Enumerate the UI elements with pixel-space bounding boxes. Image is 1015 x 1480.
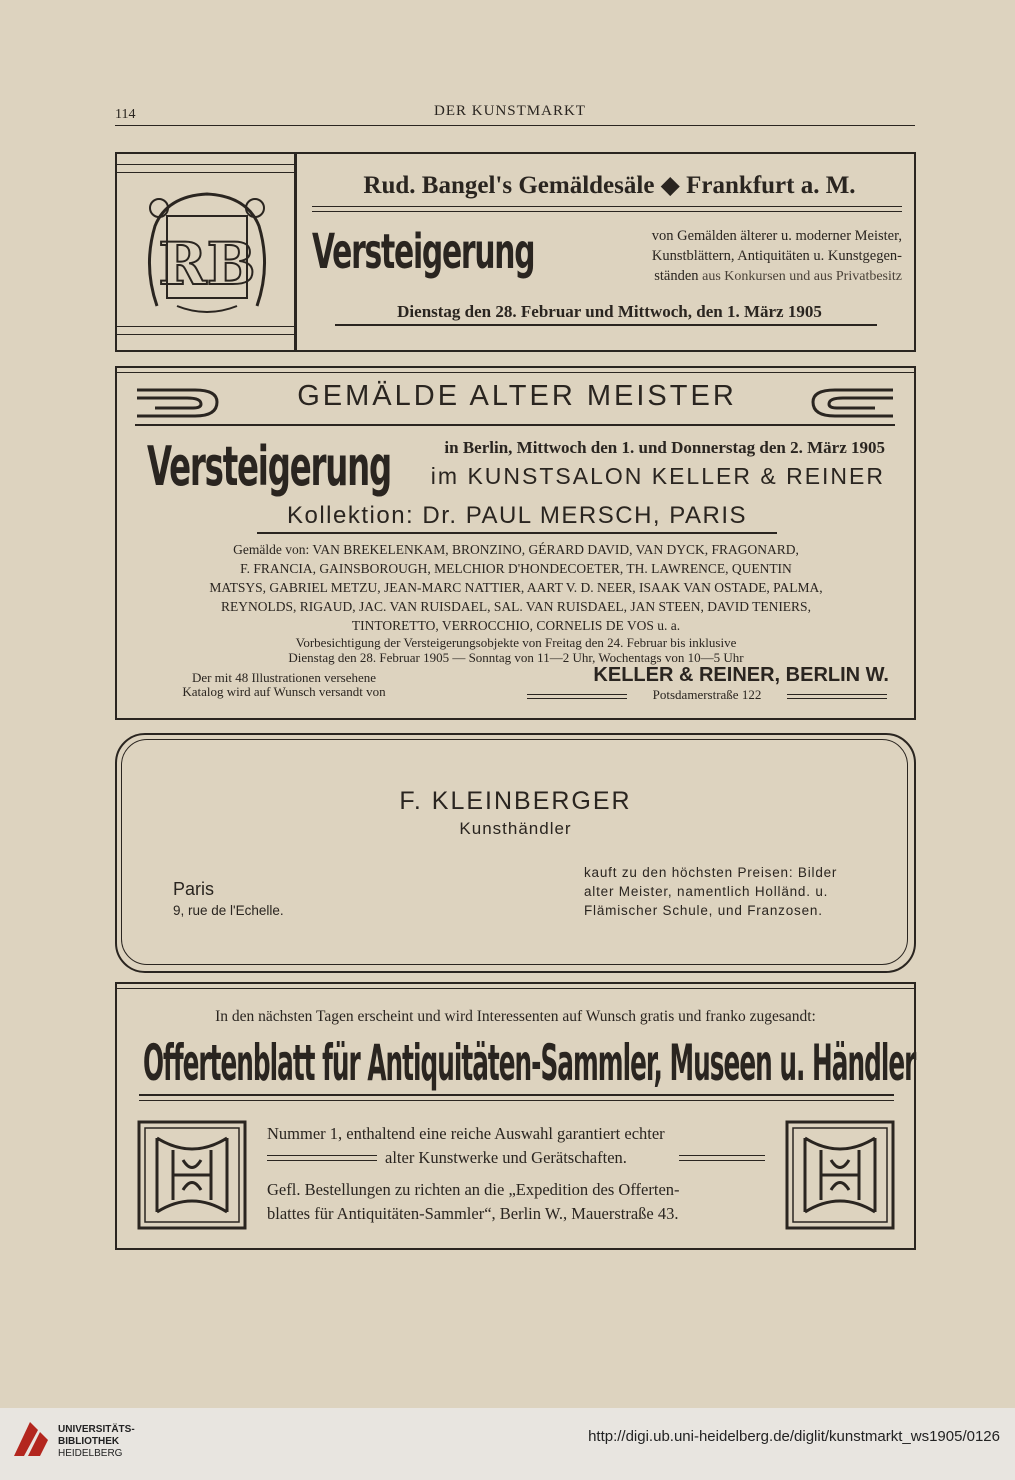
ad1-title-rule [312,211,902,212]
ad1-line2: Kunstblättern, Antiquitäten u. Kunstgegen- [651,248,902,264]
ad1-title: Rud. Bangel's Gemäldesäle ◆ Frankfurt a. M. [363,172,856,199]
ad4-intro: In den nächsten Tagen erscheint und wird Interessenten auf Wunsch gratis und franko zugesandt: [215,1008,816,1025]
painter-line: F. FRANCIA, GAINSBOROUGH, MELCHIOR D'HONDECOETER, TH. LAWRENCE, QUENTIN [240,561,792,576]
painter-line: REYNOLDS, RIGAUD, JAC. VAN RUISDAEL, SAL. VAN RUISDAEL, JAN STEEN, DAVID TENIERS, [221,599,811,614]
ad2-viewing-line2: Dienstag den 28. Februar 1905 — Sonntag von 11—2 Uhr, Wochentags von 10—5 Uhr [288,650,744,665]
painter-line: Gemälde von: VAN BREKELENKAM, BRONZINO, GÉRARD DAVID, VAN DYCK, FRAGONARD, [233,542,799,557]
library-line2: BIBLIOTHEK [58,1436,120,1447]
ad1-description [542,226,902,287]
ad2-location-line1: in Berlin, Mittwoch den 1. und Donnerstag den 2. März 1905 [444,438,885,457]
ad2-viewing-line1: Vorbesichtigung der Versteigerungsobjekte von Freitag den 24. Februar bis inklusive [295,635,737,650]
painter-line: MATSYS, GABRIEL METZU, JEAN-MARC NATTIER, AART V. D. NEER, ISAAK VAN OSTADE, PALMA, [209,580,823,595]
ad3-line2: alter Meister, namentlich Holländ. u. [584,884,829,899]
ad1-date: Dienstag den 28. Februar und Mittwoch, den 1. März 1905 [397,302,822,321]
ad-keller-reiner [115,366,916,720]
ornament-right-icon [805,386,895,420]
library-line3: HEIDELBERG [58,1448,123,1459]
ad2-collection: Kollektion: Dr. PAUL MERSCH, PARIS [286,502,747,529]
running-title: DER KUNSTMARKT [434,103,586,119]
university-logo-icon [10,1416,52,1462]
ad3-name: F. KLEINBERGER [399,787,632,815]
ad2-address-rule [787,694,887,695]
ornament-emblem-left-icon [137,1120,247,1230]
ad1-rule [117,172,294,173]
ad2-address-rule [527,698,627,699]
ad4-line1: Nummer 1, enthaltend eine reiche Auswahl garantiert echter [267,1124,665,1143]
ad4-line2-rule-right [679,1155,765,1161]
ad3-subtitle: Kunsthändler [459,819,572,838]
ad1-headline: Versteigerung [312,224,535,280]
ad2-address-rule [787,698,887,699]
ad2-catalog-line1: Der mit 48 Illustrationen versehene [191,670,377,685]
ad1-title-rule [312,206,902,207]
ad2-catalog [139,671,429,699]
ad4-top-rule [117,988,914,989]
ad4-line2-rule-left [267,1155,377,1161]
ornament-emblem-right-icon [785,1120,895,1230]
ad-offertenblatt [115,982,916,1250]
ad2-painter-list [147,540,885,635]
ad2-address-rule [527,694,627,695]
ad2-viewing [147,635,885,665]
monogram-emblem-icon [137,186,277,318]
ad-kleinberger [115,733,916,973]
library-line1: UNIVERSITÄTS- [58,1424,135,1435]
ad2-top-rule [117,372,914,373]
ad1-rule [117,334,294,335]
ad2-firm: KELLER & REINER, BERLIN W. [593,664,889,686]
ad3-street: 9, rue de l'Echelle. [173,903,284,918]
ad1-rule [117,164,294,165]
ad4-line3: Gefl. Bestellungen zu richten an die „Expedition des Offerten- [267,1180,680,1199]
library-name [58,1424,135,1460]
ad3-inner-frame [121,739,908,965]
ad1-date-underline [335,324,877,326]
ad4-headline-rule [139,1100,894,1101]
ad4-text [267,1122,767,1226]
header-rule [115,125,915,126]
ad4-line2-wrapper [267,1146,767,1170]
ad1-divider [294,154,297,350]
ad1-line1: von Gemälden älterer u. moderner Meister, [651,228,902,244]
ad4-line2: alter Kunstwerke und Gerätschaften. [385,1148,627,1167]
ad2-location-line2: im KUNSTSALON KELLER & REINER [430,463,885,489]
ad3-line1: kauft zu den höchsten Preisen: Bilder [584,865,838,880]
ad2-title-rule [135,424,895,426]
ad1-line3a: ständen [654,268,699,284]
ad3-purchase-text [584,863,874,920]
ad4-line4: blattes für Antiquitäten-Sammler“, Berlin W., Mauerstraße 43. [267,1204,679,1223]
ad2-collection-underline [257,532,777,534]
ad2-address: Potsdamerstraße 122 [652,687,762,702]
painter-line: TINTORETTO, VERROCCHIO, CORNELIS DE VOS u. a. [351,618,681,633]
ad1-rule [117,326,294,327]
ad4-headline-rule [139,1094,894,1096]
ornament-left-icon [135,386,225,420]
page-url-link[interactable]: http://digi.ub.uni-heidelberg.de/diglit/kunstmarkt_ws1905/0126 [588,1428,1000,1445]
ad2-catalog-line2: Katalog wird auf Wunsch versandt von [182,684,386,699]
ad4-headline: Offertenblatt für Antiquitäten-Sammler, Museen u. Händler [143,1034,916,1092]
ad2-title: GEMÄLDE ALTER MEISTER [297,380,737,412]
monogram-text: RB [158,230,256,298]
ad2-headline: Versteigerung [147,435,391,498]
ad1-line3b: aus Konkursen und aus Privatbesitz [702,269,902,284]
viewer-footer [0,1408,1015,1480]
ad3-line3: Flämischer Schule, und Franzosen. [584,903,823,918]
ad3-city: Paris [173,879,215,899]
page-number: 114 [115,107,136,122]
ad-bangel [115,152,916,352]
